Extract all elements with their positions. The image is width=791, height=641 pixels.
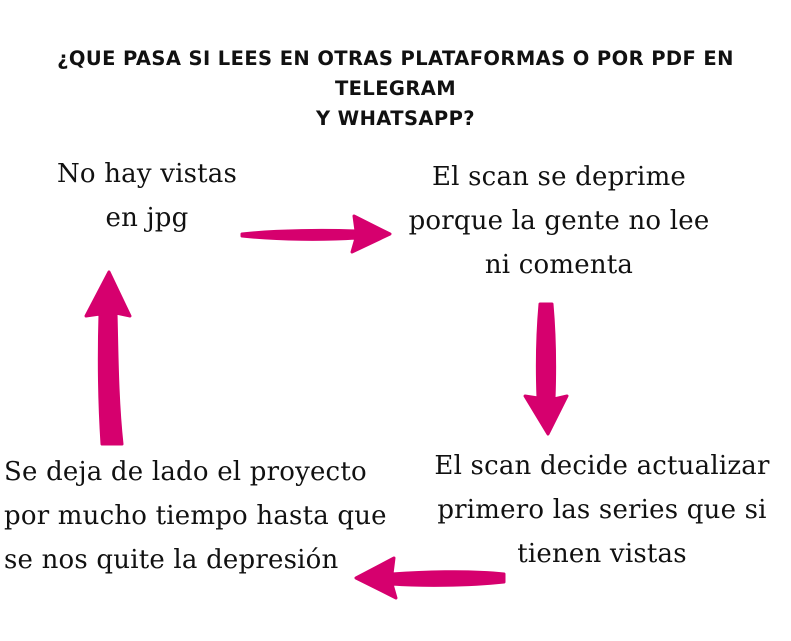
node-line: Se deja de lado el proyecto — [4, 457, 367, 487]
node-line: tienen vistas — [517, 539, 687, 569]
node-no-hay-vistas — [22, 152, 272, 240]
node-line: El scan decide actualizar — [434, 451, 770, 481]
node-line: se nos quite la depresión — [4, 545, 339, 575]
page-title — [0, 44, 791, 134]
node-line: primero las series que si — [437, 495, 767, 525]
arrow-up-left — [82, 258, 162, 448]
arrow-down-right — [510, 300, 590, 445]
arrow-left-bottom — [348, 548, 508, 618]
title-line-1: ¿QUE PASA SI LEES EN OTRAS PLATAFORMAS O POR PDF EN TELEGRAM — [57, 47, 734, 100]
node-line: No hay vistas — [56, 159, 238, 189]
node-proyecto-de-lado — [4, 450, 394, 582]
node-line: en jpg — [105, 203, 189, 233]
title-line-2: Y WHATSAPP? — [315, 107, 476, 130]
node-line: ni comenta — [484, 250, 634, 280]
arrow-right-top — [238, 200, 398, 270]
node-line: porque la gente no lee — [408, 206, 710, 236]
node-scan-se-deprime — [400, 155, 718, 287]
node-line: El scan se deprime — [431, 162, 687, 192]
node-line: por mucho tiempo hasta que — [4, 501, 387, 531]
